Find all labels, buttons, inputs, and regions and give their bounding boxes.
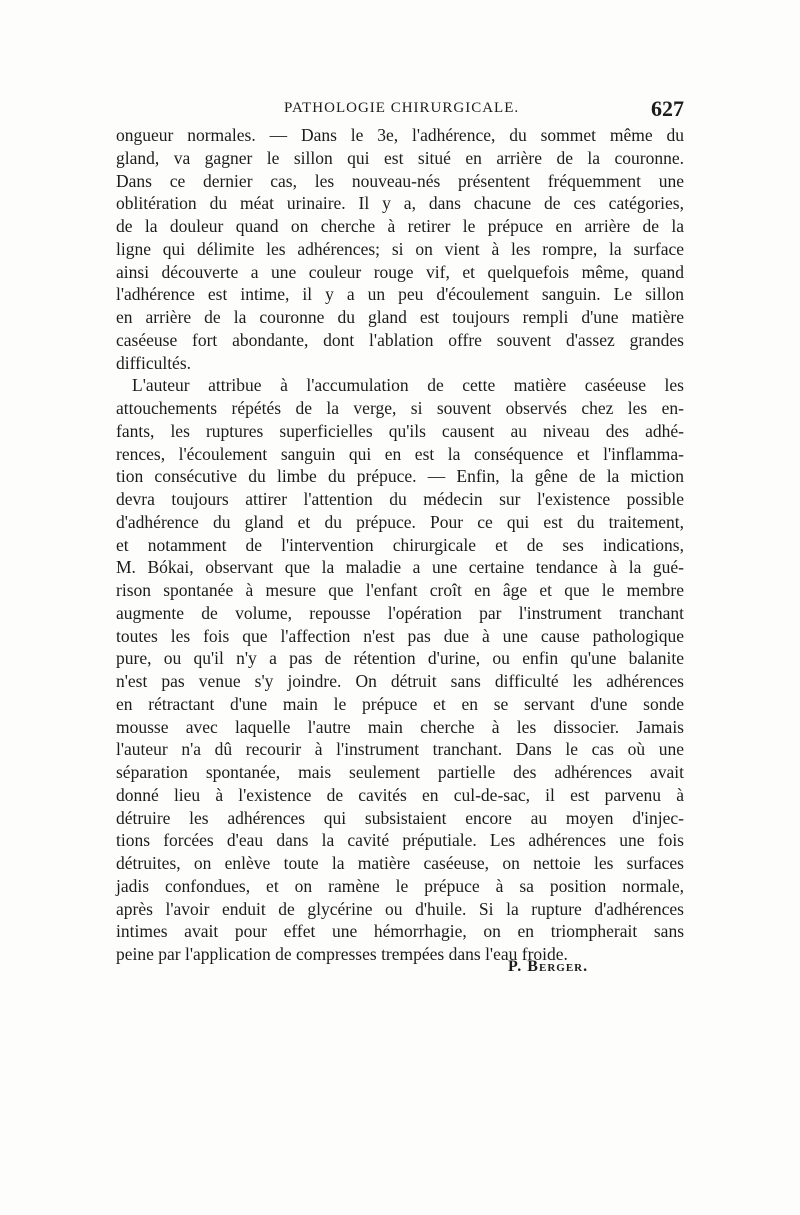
text-line: rison spontanée à mesure que l'enfant croît en âge et que le membre [116,580,684,600]
text-line: peine par l'application de compresses trempées dans l'eau froide. [116,944,568,964]
text-line: Dans ce dernier cas, les nouveau-nés présentent fréquemment une [116,170,684,191]
text-line: pure, ou qu'il n'y a pas de rétention d'urine, ou enfin qu'une balanite [116,648,684,669]
text-line: L'auteur attribue à l'accumulation de cette matière caséeuse les [132,375,684,396]
text-line: et notamment de l'intervention chirurgicale et de ses indications, [116,534,684,555]
text-line: donné lieu à l'existence de cavités en cul-de-sac, il est parvenu à [116,784,684,805]
text-line: difficultés. [116,352,192,373]
running-title: PATHOLOGIE CHIRURGICALE. [284,100,520,116]
text-line: toutes les fois que l'affection n'est pas due à une cause pathologique [116,625,684,646]
text-line: l'auteur n'a dû recourir à l'instrument tranchant. Dans le cas où une [116,739,684,760]
text-line: ainsi découverte a une couleur rouge vif, et quelquefois même, quand [116,261,684,282]
text-line: l'adhérence est intime, il y a un peu d'écoulement sanguin. Le sillon [116,284,684,305]
text-line: M. Bókai, observant que la maladie a une certaine tendance à la gué- [116,557,684,578]
text-line: n'est pas venue s'y joindre. On détruit sans difficulté les adhérences [116,671,684,691]
text-line: après l'avoir enduit de glycérine ou d'huile. Si la rupture d'adhérences [116,898,684,919]
text-line: fants, les ruptures superficielles qu'ils causent au niveau des adhé- [116,420,684,441]
text-line: tion consécutive du limbe du prépuce. — Enfin, la gêne de la miction [116,466,684,487]
text-line: augmente de volume, repousse l'opération par l'instrument tranchant [116,602,684,623]
text-line: gland, va gagner le sillon qui est situé en arrière de la couronne. [116,147,684,168]
text-line: de la douleur quand on cherche à retirer le prépuce en arrière de la [116,216,684,236]
text-line: en arrière de la couronne du gland est toujours rempli d'une matière [116,307,684,327]
text-line: intimes avait pour effet une hémorrhagie, on en triompherait sans [116,921,684,942]
text-line: tions forcées d'eau dans la cavité préputiale. Les adhérences une fois [116,830,684,851]
text-line: attouchements répétés de la verge, si souvent observés chez les en- [116,398,684,418]
text-line: en rétractant d'une main le prépuce et en se servant d'une sonde [116,693,684,714]
author-signature: P. Berger. [508,958,589,975]
text-line: rences, l'écoulement sanguin qui en est la conséquence et l'inflamma- [116,443,684,464]
text-line: oblitération du méat urinaire. Il y a, dans chacune de ces catégories, [116,193,684,214]
body-text [116,124,684,966]
text-line: ongueur normales. — Dans le 3e, l'adhérence, du sommet même du [116,125,684,145]
text-line: détruites, on enlève toute la matière caséeuse, on nettoie les surfaces [116,853,684,873]
text-line: ligne qui délimite les adhérences; si on vient à les rompre, la surface [116,238,684,259]
page-number: 627 [651,96,684,121]
running-head [116,96,684,126]
text-line: caséeuse fort abondante, dont l'ablation offre souvent d'assez grandes [116,329,684,350]
text-line: détruire les adhérences qui subsistaient encore au moyen d'injec- [116,807,684,828]
text-line: jadis confondues, et on ramène le prépuce à sa position normale, [116,875,684,896]
text-line: séparation spontanée, mais seulement partielle des adhérences avait [116,762,684,782]
text-line: devra toujours attirer l'attention du médecin sur l'existence possible [116,489,684,509]
text-line: mousse avec laquelle l'autre main cherche à les dissocier. Jamais [116,716,684,737]
text-line: d'adhérence du gland et du prépuce. Pour ce qui est du traitement, [116,511,684,532]
